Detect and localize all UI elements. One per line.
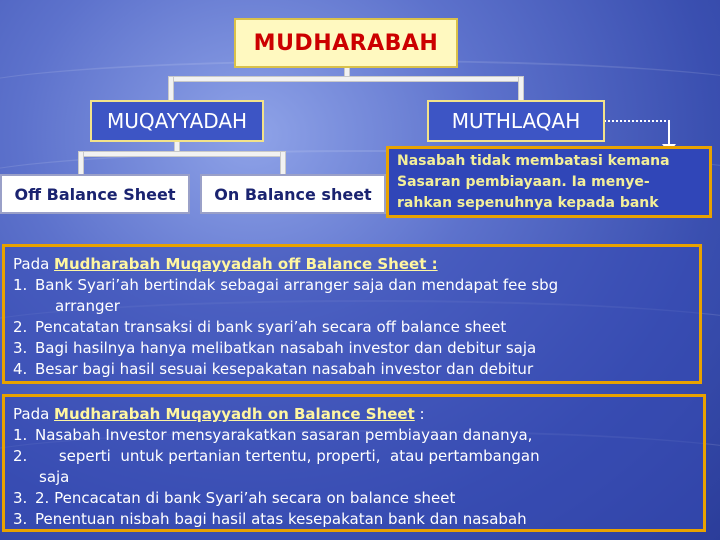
off-balance-heading [13,254,689,275]
heading-title: Mudharabah Muqayyadah off Balance Sheet : [54,255,438,273]
muqayyadah-label: MUQAYYADAH [106,109,248,133]
item-text: 2. Pencacatan di bank Syari’ah secara on balance sheet [35,489,456,507]
item-number [13,467,35,488]
connector-line [168,76,523,82]
note-line: Sasaran pembiayaan. Ia menye- [397,174,650,190]
connector-line [78,151,84,175]
item-text: arranger [55,297,120,315]
item-number [13,296,35,317]
item-text: saja [39,468,70,486]
muthlaqah-label: MUTHLAQAH [451,109,581,133]
list-item [13,275,689,296]
connector-line [78,151,286,157]
item-text: Bagi hasilnya hanya melibatkan nasabah investor dan debitur saja [35,339,537,357]
item-number: 2. [13,318,28,336]
list-item [13,467,693,488]
root-box [234,18,458,68]
on-balance-label: On Balance sheet [214,184,372,204]
list-item [13,425,693,446]
item-number: 3. [13,510,28,528]
note-line: rahkan sepenuhnya kepada bank [397,195,659,211]
list-item [13,446,693,467]
dotted-connector [604,120,670,122]
item-number: 1. [13,276,28,294]
item-text: seperti untuk pertanian tertentu, properti, atau pertambangan [35,447,540,465]
item-number: 4. [13,360,28,378]
on-balance-heading [13,404,693,425]
item-number: 3. [13,489,28,507]
off-balance-label: Off Balance Sheet [14,184,176,204]
list-item [13,509,693,530]
dotted-connector [668,120,670,146]
list-item [13,359,689,380]
item-text: Penentuan nisbah bagi hasil atas kesepakatan bank dan nasabah [35,510,527,528]
note-line: Nasabah tidak membatasi kemana [397,153,670,169]
item-number: 2. [13,447,28,465]
off-balance-panel [2,244,702,384]
item-text: Nasabah Investor mensyarakatkan sasaran pembiayaan dananya, [35,426,533,444]
heading-prefix: Pada [13,255,55,273]
list-item [13,338,689,359]
root-label: MUDHARABAH [253,30,439,56]
off-balance-box [0,174,190,214]
connector-line [280,151,286,175]
heading-title: Mudharabah Muqayyadh on Balance Sheet [54,405,415,423]
muthlaqah-box [427,100,605,142]
item-number: 1. [13,426,28,444]
on-balance-panel [2,394,706,532]
on-balance-box [200,174,386,214]
item-text: Pencatatan transaksi di bank syari’ah secara off balance sheet [35,318,507,336]
muqayyadah-box [90,100,264,142]
connector-line [518,76,524,102]
list-item [13,296,689,317]
list-item [13,488,693,509]
muthlaqah-note [386,146,712,218]
heading-suffix: : [414,405,425,423]
heading-prefix: Pada [13,405,55,423]
item-text: Bank Syari’ah bertindak sebagai arranger saja dan mendapat fee sbg [35,276,559,294]
connector-line [168,76,174,102]
list-item [13,317,689,338]
item-text: Besar bagi hasil sesuai kesepakatan nasabah investor dan debitur [35,360,534,378]
item-number: 3. [13,339,28,357]
